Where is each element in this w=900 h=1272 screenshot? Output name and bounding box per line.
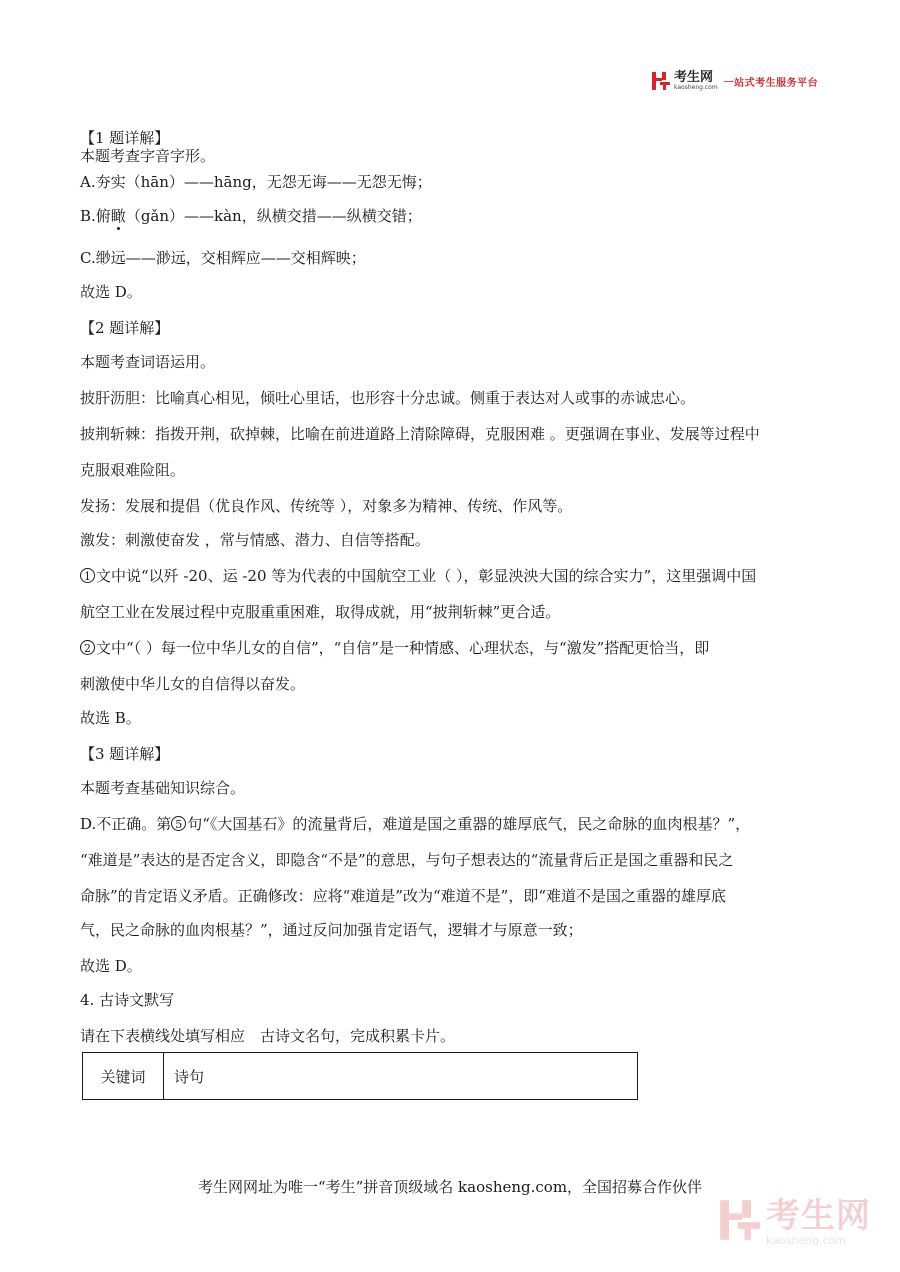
q1-answer: 故选 D。 [80, 283, 142, 301]
q3-intro: 本题考查基础知识综合。 [80, 779, 246, 797]
q1-option-a: A.夯实（hān）——hāng，无怨无诲——无怨无悔； [80, 173, 432, 191]
circled-number-1: 1 [80, 568, 95, 583]
circled-number-2: 2 [80, 640, 95, 655]
watermark-domain: kaosheng.com [766, 1233, 847, 1247]
q2-title: 【2 题详解】 [80, 319, 170, 337]
kaosheng-watermark-icon [718, 1198, 762, 1246]
table-header-verse: 诗句 [174, 1067, 205, 1086]
q3-d1-post: 句“《大国基石》的流量背后，难道是国之重器的雄厚底气，民之命脉的血肉根基？”， [187, 815, 751, 833]
kaosheng-logo-icon [651, 71, 671, 91]
q3-d1 [80, 814, 750, 834]
q2-p4: 激发：刺激使奋发 ，常与情感、潜力、自信等搭配。 [80, 531, 430, 549]
poetry-card-table [82, 1052, 638, 1100]
q2-intro: 本题考查词语运用。 [80, 353, 216, 371]
q2-note1a-text: 文中说“以歼 -20、运 -20 等为代表的中国航空工业（ ），彰显泱泱大国的综合实力”，这里强调中国 [96, 567, 757, 585]
q1-b-post: （gǎn）——kàn，纵横交措——纵横交错； [125, 207, 422, 225]
q4-title: 4. 古诗文默写 [80, 991, 175, 1009]
q1-b-pre: B.俯 [80, 207, 111, 225]
watermark-logo [718, 1195, 871, 1247]
table-header-keyword: 关键词 [83, 1053, 164, 1099]
q2-p2b: 克服艰难险阻。 [80, 461, 186, 479]
watermark-name: 考生网 [766, 1195, 871, 1236]
q1-intro: 本题考查字音字形。 [80, 147, 216, 165]
q3-d2: “难道是”表达的是否定含义，即隐含“不是”的意思，与句子想表达的“流量背后正是国之重器和民之 [80, 851, 734, 869]
q4-instruction: 请在下表横线处填写相应 古诗文名句，完成积累卡片。 [80, 1027, 456, 1045]
q1-option-c: C.缈远——渺远，交相辉应——交相辉映； [80, 249, 366, 267]
q3-d4: 气，民之命脉的血肉根基？”，通过反问加强肯定语气，逻辑才与原意一致； [80, 921, 583, 939]
q2-note2a-text: 文中“（ ）每一位中华儿女的自信”，“自信”是一种情感、心理状态，与“激发”搭配更恰当，即 [96, 639, 710, 657]
q2-p1: 披肝沥胆：比喻真心相见，倾吐心里话，也形容十分忠诚。侧重于表达对人或事的赤诚忠心。 [80, 389, 696, 407]
q2-note2a [80, 638, 709, 658]
q1-title: 【1 题详解】 [80, 129, 170, 147]
q1-option-b [80, 206, 422, 226]
logo-slogan: 一站式考生服务平台 [723, 77, 819, 89]
q2-note1b: 航空工业在发展过程中克服重重困难，取得成就，用“披荆斩棘”更合适。 [80, 603, 561, 621]
q2-p2a: 披荆斩棘：指拨开荆，砍掉棘，比喻在前进道路上清除障碍，克服困难 。更强调在事业、发展等过程中 [80, 425, 760, 443]
logo-domain: kaosheng.com [674, 84, 718, 91]
q3-title: 【3 题详解】 [80, 745, 170, 763]
q3-answer: 故选 D。 [80, 957, 142, 975]
q2-note2b: 刺激使中华儿女的自信得以奋发。 [80, 675, 306, 693]
q3-d3: 命脉”的肯定语义矛盾。正确修改：应将“难道是”改为“难道不是”，即“难道不是国之重器的雄厚底 [80, 887, 727, 905]
page-footer: 考生网网址为唯一“考生”拼音顶级域名 kaosheng.com，全国招募合作伙伴 [197, 1178, 703, 1196]
circled-number-5: 5 [171, 816, 186, 831]
q1-b-dotted-char: 瞰 [110, 207, 126, 225]
logo-name: 考生网 [674, 70, 714, 85]
q2-answer: 故选 B。 [80, 709, 141, 727]
q3-d1-pre: D.不正确。第 [80, 815, 172, 833]
header-logo[interactable] [651, 70, 818, 92]
q2-p3: 发扬：发展和提倡（优良作风、传统等 ），对象多为精神、传统、作风等。 [80, 497, 573, 515]
q2-note1a [80, 566, 756, 586]
